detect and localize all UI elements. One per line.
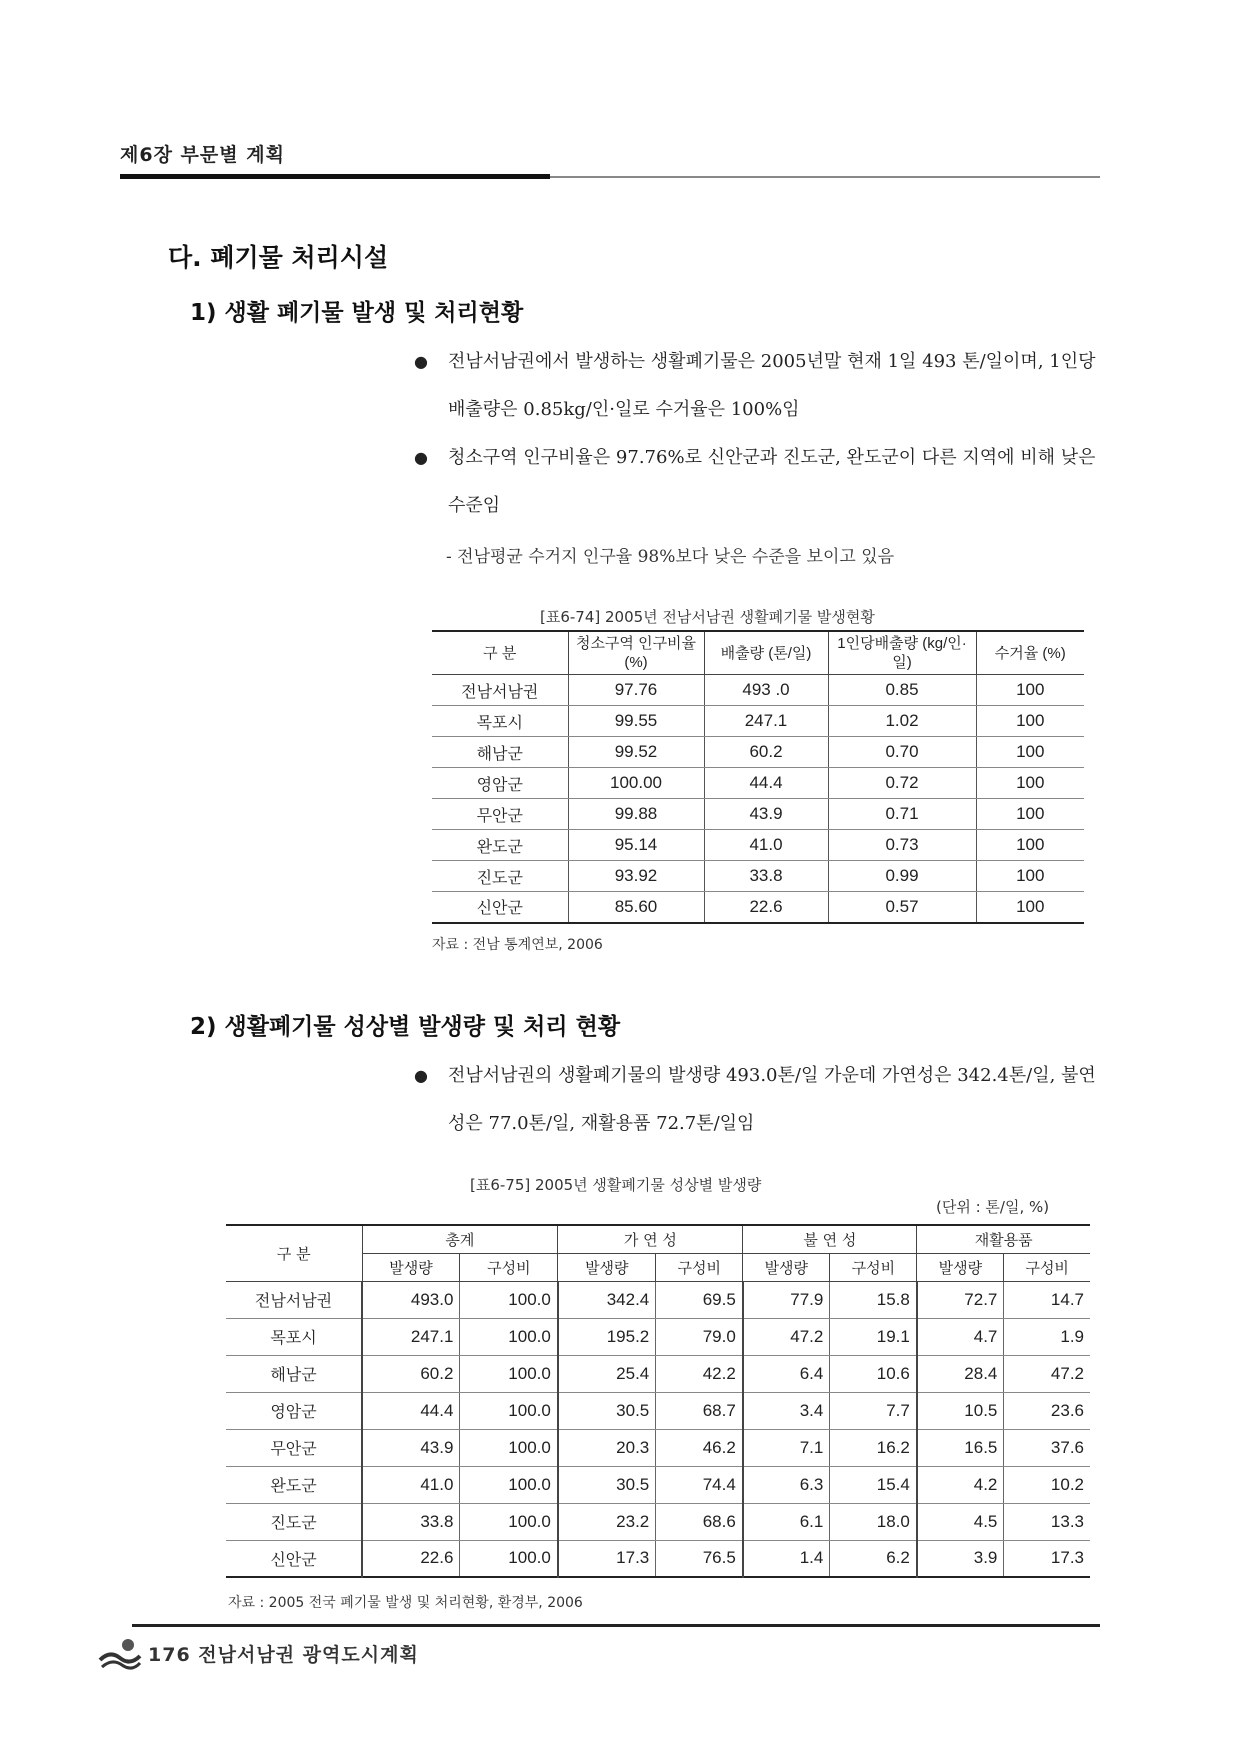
table-75-unit: (단위 : 톤/일, %) (936, 1198, 1050, 1216)
value-cell: 30.5 (558, 1466, 656, 1503)
table-74-caption: [표6-74] 2005년 전남서남권 생활폐기물 발생현황 (540, 608, 875, 626)
value-cell: 68.6 (656, 1503, 743, 1540)
region-cell: 무안군 (226, 1429, 362, 1466)
sub-header: 발생량 (558, 1253, 656, 1281)
value-cell: 30.5 (558, 1392, 656, 1429)
value-cell: 99.55 (568, 706, 704, 737)
value-cell: 15.8 (830, 1281, 917, 1318)
value-cell: 247.1 (362, 1318, 460, 1355)
value-cell: 10.5 (917, 1392, 1004, 1429)
document-title: 전남서남권 광역도시계획 (198, 1644, 419, 1666)
chapter-header: 제6장 부문별 계획 (120, 144, 285, 166)
subsection-1-title: 1) 생활 폐기물 발생 및 처리현황 (190, 300, 524, 326)
region-cell: 전남서남권 (226, 1281, 362, 1318)
region-cell: 진도군 (432, 861, 568, 892)
value-cell: 15.4 (830, 1466, 917, 1503)
value-cell: 100.0 (460, 1540, 558, 1577)
value-cell: 100.0 (460, 1503, 558, 1540)
region-cell: 해남군 (432, 737, 568, 768)
header-rule-accent (120, 174, 550, 179)
value-cell: 99.52 (568, 737, 704, 768)
value-cell: 6.4 (743, 1355, 830, 1392)
value-cell: 3.4 (743, 1392, 830, 1429)
value-cell: 99.88 (568, 799, 704, 830)
value-cell: 47.2 (743, 1318, 830, 1355)
value-cell: 19.1 (830, 1318, 917, 1355)
region-cell: 목포시 (226, 1318, 362, 1355)
value-cell: 100 (976, 892, 1084, 923)
value-cell: 60.2 (704, 737, 828, 768)
table-75-source: 자료 : 2005 전국 폐기물 발생 및 처리현황, 환경부, 2006 (228, 1595, 583, 1611)
value-cell: 100 (976, 799, 1084, 830)
subsection-2-title: 2) 생활폐기물 성상별 발생량 및 처리 현황 (190, 1014, 621, 1040)
table-row (226, 1429, 1090, 1466)
value-cell: 100.00 (568, 768, 704, 799)
value-cell: 0.71 (828, 799, 976, 830)
bullet-text: 청소구역 인구비율은 97.76%로 신안군과 진도군, 완도군이 다른 지역에 비해 낮은 수준임 (448, 447, 1096, 516)
dash-note: - 전남평균 수거지 인구율 98%보다 낮은 수준을 보이고 있음 (446, 547, 895, 567)
value-cell: 93.92 (568, 861, 704, 892)
value-cell: 10.6 (830, 1355, 917, 1392)
region-cell: 무안군 (432, 799, 568, 830)
col-header: 1인당배출량 (kg/인·일) (828, 631, 976, 675)
value-cell: 16.5 (917, 1429, 1004, 1466)
table-row (432, 768, 1084, 799)
table-74-source: 자료 : 전남 통계연보, 2006 (432, 937, 603, 953)
sub-header: 발생량 (362, 1253, 460, 1281)
value-cell: 33.8 (362, 1503, 460, 1540)
value-cell: 79.0 (656, 1318, 743, 1355)
value-cell: 0.99 (828, 861, 976, 892)
value-cell: 37.6 (1004, 1429, 1090, 1466)
table-row (432, 675, 1084, 706)
region-cell: 신안군 (270, 1549, 317, 1569)
value-cell: 22.6 (704, 892, 828, 923)
value-cell: 20.3 (558, 1429, 656, 1466)
value-cell: 14.7 (1004, 1281, 1090, 1318)
region-cell: 신안군 (476, 898, 523, 918)
value-cell: 100.0 (460, 1392, 558, 1429)
value-cell: 43.9 (704, 799, 828, 830)
value-cell: 44.4 (362, 1392, 460, 1429)
table-row (226, 1540, 1090, 1577)
sub-header: 구성비 (460, 1253, 558, 1281)
value-cell: 17.3 (1004, 1540, 1090, 1577)
value-cell: 493 .0 (704, 675, 828, 706)
table-row (226, 1503, 1090, 1540)
value-cell: 6.2 (830, 1540, 917, 1577)
value-cell: 7.7 (830, 1392, 917, 1429)
value-cell: 6.3 (743, 1466, 830, 1503)
value-cell: 100 (976, 737, 1084, 768)
value-cell: 95.14 (568, 830, 704, 861)
region-cell: 진도군 (226, 1503, 362, 1540)
table-row (226, 1281, 1090, 1318)
bullet-dot-icon: ● (414, 1066, 428, 1085)
table-row (226, 1355, 1090, 1392)
value-cell: 69.5 (656, 1281, 743, 1318)
value-cell: 100.0 (460, 1318, 558, 1355)
col-header: 청소구역 인구비율(%) (568, 631, 704, 675)
value-cell: 41.0 (704, 830, 828, 861)
region-cell: 영암군 (226, 1392, 362, 1429)
value-cell: 493.0 (362, 1281, 460, 1318)
sub-header: 발생량 (743, 1253, 830, 1281)
bullet-item (414, 338, 1104, 434)
value-cell: 25.4 (558, 1355, 656, 1392)
table-75-caption: [표6-75] 2005년 생활폐기물 성상별 발생량 (470, 1176, 762, 1194)
region-cell: 영암군 (432, 768, 568, 799)
group-header: 가 연 성 (558, 1225, 743, 1253)
group-header: 재활용품 (917, 1225, 1090, 1253)
region-cell: 전남서남권 (432, 675, 568, 706)
value-cell: 4.5 (917, 1503, 1004, 1540)
table-row (432, 861, 1084, 892)
table-row (432, 737, 1084, 768)
value-cell: 1.4 (743, 1540, 830, 1577)
value-cell: 44.4 (704, 768, 828, 799)
region-cell: 해남군 (226, 1355, 362, 1392)
value-cell: 195.2 (558, 1318, 656, 1355)
sub-header: 발생량 (917, 1253, 1004, 1281)
value-cell: 22.6 (362, 1540, 460, 1577)
value-cell: 247.1 (704, 706, 828, 737)
footer-rule (132, 1624, 1100, 1627)
wave-logo-icon (98, 1636, 142, 1670)
value-cell: 13.3 (1004, 1503, 1090, 1540)
value-cell: 97.76 (568, 675, 704, 706)
value-cell: 85.60 (568, 892, 704, 923)
value-cell: 100 (976, 675, 1084, 706)
value-cell: 43.9 (362, 1429, 460, 1466)
value-cell: 0.73 (828, 830, 976, 861)
value-cell: 0.72 (828, 768, 976, 799)
table-row (226, 1392, 1090, 1429)
footer-title (148, 1640, 419, 1667)
table-row (226, 1466, 1090, 1503)
value-cell: 28.4 (917, 1355, 1004, 1392)
value-cell: 46.2 (656, 1429, 743, 1466)
value-cell: 16.2 (830, 1429, 917, 1466)
value-cell: 33.8 (704, 861, 828, 892)
sub-header: 구성비 (1004, 1253, 1090, 1281)
sub-header: 구성비 (656, 1253, 743, 1281)
value-cell: 100 (976, 830, 1084, 861)
value-cell: 100.0 (460, 1281, 558, 1318)
bullet-item (414, 434, 1104, 530)
value-cell: 6.1 (743, 1503, 830, 1540)
value-cell: 77.9 (743, 1281, 830, 1318)
value-cell: 100.0 (460, 1466, 558, 1503)
region-cell: 완도군 (226, 1466, 362, 1503)
col-header: 배출량 (톤/일) (704, 631, 828, 675)
region-cell: 완도군 (432, 830, 568, 861)
table-row (432, 706, 1084, 737)
col-header: 구 분 (432, 631, 568, 675)
value-cell: 10.2 (1004, 1466, 1090, 1503)
col-header: 수거율 (%) (976, 631, 1084, 675)
row-header: 구 분 (226, 1225, 362, 1281)
value-cell: 100.0 (460, 1429, 558, 1466)
value-cell: 41.0 (362, 1466, 460, 1503)
sub-header: 구성비 (830, 1253, 917, 1281)
value-cell: 7.1 (743, 1429, 830, 1466)
value-cell: 0.70 (828, 737, 976, 768)
value-cell: 17.3 (558, 1540, 656, 1577)
bullet-dot-icon: ● (414, 448, 428, 467)
bullet-item (414, 1052, 1104, 1148)
table-row (226, 1318, 1090, 1355)
page-number: 176 (148, 1644, 191, 1666)
value-cell: 1.02 (828, 706, 976, 737)
table-74 (432, 630, 1084, 924)
value-cell: 0.57 (828, 892, 976, 923)
value-cell: 42.2 (656, 1355, 743, 1392)
value-cell: 4.7 (917, 1318, 1004, 1355)
group-header: 불 연 성 (743, 1225, 917, 1253)
value-cell: 72.7 (917, 1281, 1004, 1318)
table-header-row (432, 631, 1084, 675)
value-cell: 342.4 (558, 1281, 656, 1318)
region-cell: 목포시 (432, 706, 568, 737)
value-cell: 1.9 (1004, 1318, 1090, 1355)
value-cell: 23.6 (1004, 1392, 1090, 1429)
value-cell: 100 (976, 768, 1084, 799)
value-cell: 100.0 (460, 1355, 558, 1392)
value-cell: 23.2 (558, 1503, 656, 1540)
bullet-text: 전남서남권에서 발생하는 생활폐기물은 2005년말 현재 1일 493 톤/일이며, 1인당 배출량은 0.85kg/인·일로 수거율은 100%임 (448, 351, 1096, 420)
value-cell: 47.2 (1004, 1355, 1090, 1392)
value-cell: 0.85 (828, 675, 976, 706)
value-cell: 100 (976, 861, 1084, 892)
table-row (432, 830, 1084, 861)
section-title: 다. 폐기물 처리시설 (168, 243, 389, 272)
bullet-dot-icon: ● (414, 352, 428, 371)
table-group-row (226, 1225, 1090, 1253)
bullet-text: 전남서남권의 생활폐기물의 발생량 493.0톤/일 가운데 가연성은 342.4톤/일, 불연성은 77.0톤/일, 재활용품 72.7톤/일임 (448, 1065, 1096, 1134)
value-cell: 74.4 (656, 1466, 743, 1503)
value-cell: 76.5 (656, 1540, 743, 1577)
table-row (432, 799, 1084, 830)
table-75 (226, 1224, 1090, 1578)
value-cell: 60.2 (362, 1355, 460, 1392)
group-header: 총계 (362, 1225, 558, 1253)
value-cell: 68.7 (656, 1392, 743, 1429)
value-cell: 100 (976, 706, 1084, 737)
value-cell: 18.0 (830, 1503, 917, 1540)
value-cell: 3.9 (917, 1540, 1004, 1577)
value-cell: 4.2 (917, 1466, 1004, 1503)
table-row (432, 892, 1084, 923)
